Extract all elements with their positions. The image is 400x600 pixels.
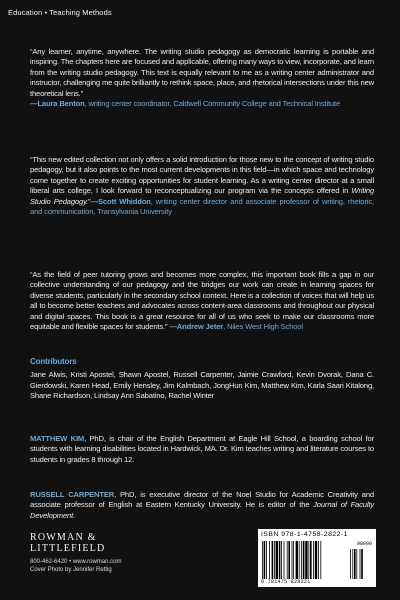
contributors-heading: Contributors — [30, 357, 77, 366]
endorser-name: —Laura Benton — [30, 99, 85, 109]
endorsement-text-part: “This new edited collection not only offers a solid introduction for those new to the concept of writing studio pedagogy, but it also points to the most current developments in this field—in which space and technology come together to create exciting opportunities for student learning. As a writing center director at a small liberal arts college, I look forward to reconceptualizing our program via the concepts offered in — [30, 155, 374, 196]
cover-credit: Cover Photo by Jennifer Rettig — [30, 567, 112, 573]
book-title: Writing Studio Pedagogy. — [30, 186, 374, 206]
barcode-digits: 9 781475 828221 — [261, 579, 311, 585]
editor-bio-2 — [30, 490, 374, 521]
bio-text — [30, 434, 374, 465]
barcode-addon-bar — [361, 549, 363, 579]
contributors-list: Jane Alwis, Kristi Apostel, Shawn Apostel, Russell Carpenter, Jaimie Crawford, Kevin Dvorak, Dana C. Gierdowski, Karen Head, Emily Hensley, Jim Kalmbach, JongHun Kim, Matthew Kim, Karla Saari Kitalong, Shane Richardson, Lindsay Ann Sabatino, Rachel Winter — [30, 370, 374, 401]
publisher-contact: 800-462-6420 • www.rowman.com — [30, 559, 122, 565]
barcode-bar — [293, 541, 294, 579]
barcode-bar — [320, 541, 321, 579]
barcode-bar — [318, 541, 319, 579]
endorser-name: —Scott Whiddon — [90, 196, 151, 206]
endorsement-text-part: “As the field of peer tutoring grows and becomes more complex, this important book fills a gap in our collective understanding of our pedagogy and the bridges our work can create in learning spaces for diverse students, particularly in the secondary school context. Here is a collection of voices that will help us all to become better teachers and advocates across content-area classrooms and throughout our physical and digital spaces. This book is a great resource for all of us who seek to make our classrooms more equitable and flexible spaces for students.” — [30, 270, 374, 332]
editor-bio-1 — [30, 434, 374, 465]
barcode-bar — [264, 541, 266, 579]
endorsement-3 — [30, 270, 374, 332]
bio-body: , PhD, is executive director of the Noel Studio for Academic Creativity and associate professor of English at Eastern Kentucky University. He is editor of the — [30, 490, 374, 510]
bio-name: MATTHEW KIM — [30, 434, 85, 443]
barcode-addon-bar — [352, 549, 353, 579]
endorsement-text: “Any learner, anytime, anywhere. The writing studio pedagogy as democratic learning is portable and inspiring. The chapters here are focused and applicable, offering many ways to view, incorporate, and learn from the writing studio pedagogy. This text is equally relevant to me as a writing center administrator and instructor, challenging me quite brilliantly to rethink space, place, and rhetorical intersections under this new theoretical lens.” — [30, 47, 374, 98]
barcode-bar — [305, 541, 307, 579]
logo-line: ROWMAN & — [30, 532, 97, 543]
barcode-bar — [266, 541, 267, 579]
endorsement-2 — [30, 155, 374, 217]
barcode-bar — [287, 541, 288, 579]
endorser-role: , writing center director and associate professor of writing, rhetoric, and communication, Transylvania University — [30, 196, 375, 217]
contributors-section — [30, 357, 374, 402]
barcode-addon-bar — [360, 549, 361, 579]
logo-line: LITTLEFIELD — [30, 543, 106, 554]
endorsement-attribution — [30, 99, 374, 109]
barcode-bar — [313, 541, 314, 579]
price-code: 90000 — [356, 541, 372, 547]
barcode-bar — [296, 541, 298, 579]
bio-name: RUSSELL CARPENTER — [30, 490, 115, 499]
endorsement-1 — [30, 47, 374, 109]
barcode-bar — [269, 541, 270, 579]
endorsement-text-end: ” — [88, 196, 91, 206]
barcode-bar — [299, 541, 300, 579]
barcode-bar — [310, 541, 312, 579]
endorsement-text — [30, 270, 374, 332]
publisher-logo — [30, 532, 150, 554]
barcode-addon-bar — [356, 549, 357, 579]
barcode-bar — [284, 541, 285, 579]
barcode-bar — [279, 541, 281, 579]
endorsement-text — [30, 155, 374, 217]
barcode-bar — [315, 541, 317, 579]
barcode-bar — [272, 541, 274, 579]
endorser-name: —Andrew Jeter — [169, 322, 224, 332]
barcode-bar — [303, 541, 305, 579]
bio-text — [30, 490, 374, 521]
barcode-addon-bar — [350, 549, 351, 579]
barcode-bar — [292, 541, 293, 579]
bio-body: , PhD, is chair of the English Department at Eagle Hill School, a boarding school for students with learning disabilities located in Hardwick, MA. Dr. Kim teaches writing and literature courses to students in grades 8 through 12. — [30, 434, 374, 464]
barcode-addon-bar — [354, 549, 356, 579]
barcode-bar — [308, 541, 309, 579]
barcode-bar — [301, 541, 302, 579]
barcode-bar — [288, 541, 290, 579]
barcode-bar — [274, 541, 275, 579]
endorser-role: , writing center coordinator, Caldwell Community College and Technical Institute — [84, 99, 341, 109]
isbn-number: ISBN 978-1-4758-2822-1 — [261, 531, 348, 538]
journal-title: Journal of Faculty Development. — [30, 500, 374, 520]
isbn-barcode — [258, 529, 376, 587]
publisher-block — [30, 532, 150, 574]
endorser-role: , Niles West High School — [223, 322, 303, 332]
barcode-bar — [262, 541, 263, 579]
barcode-bars — [262, 541, 372, 579]
barcode-bar — [281, 541, 282, 579]
barcode-bar — [276, 541, 278, 579]
category-label: Education • Teaching Methods — [8, 8, 112, 17]
